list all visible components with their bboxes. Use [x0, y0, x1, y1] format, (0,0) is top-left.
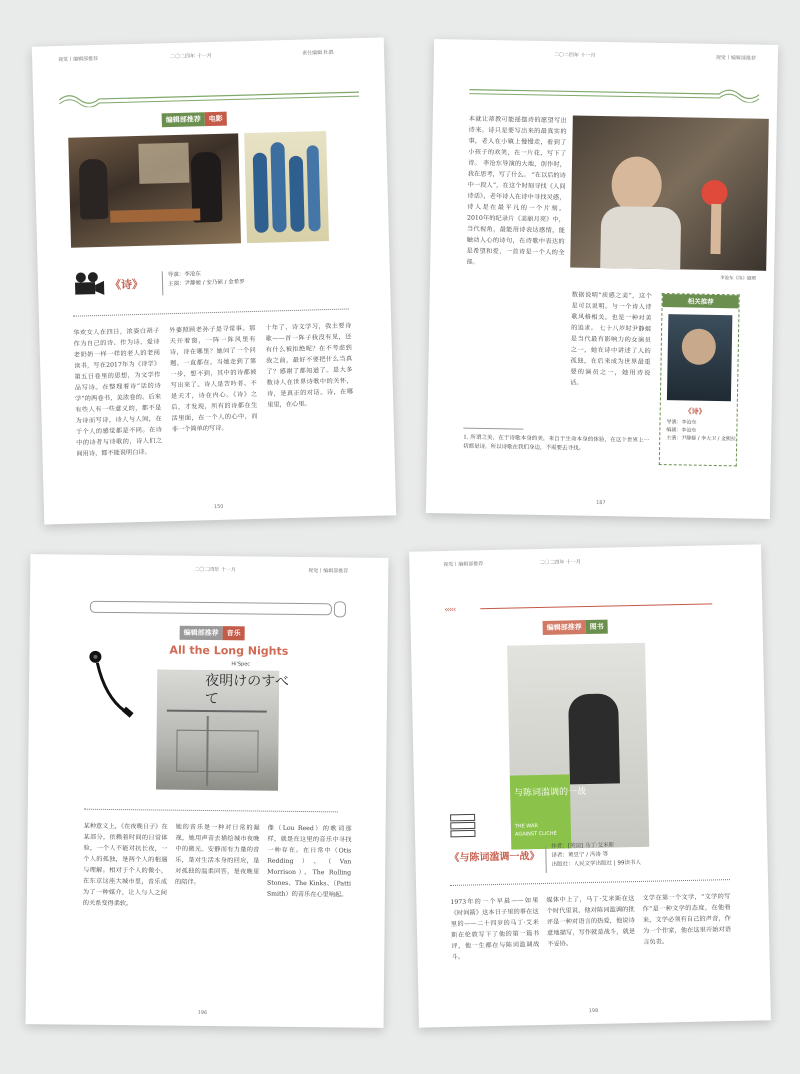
artist-name: Hi'Spec [231, 661, 251, 668]
dotted-divider [73, 308, 349, 316]
magazine-page-music [26, 554, 389, 1028]
related-title: 《诗》 [684, 407, 706, 416]
page-number: 150 [213, 503, 224, 511]
magazine-page-film-continued [426, 39, 778, 519]
body-column-1: 1973年的一个早晨——如果《时间箭》这本日子里的事在这里的——二十四岁的马丁·艾米斯在伦敦写下了他的第一篇书评，他一生都在与陈词滥调战斗。 [450, 897, 540, 961]
divider [545, 845, 547, 873]
running-header-date: 二〇二四年 十一月 [553, 52, 596, 59]
running-header-date: 二〇二四年 十一月 [170, 52, 212, 61]
page-number: 187 [596, 499, 606, 507]
running-header-left: 视觉丨编辑部推荐 [58, 55, 99, 64]
body-column-1: 华欢女人在四日，浓姿白胡子作为自己的诗、作为诗、爱诗老奶奶一样一样的老人的老阅读书，写在2017年为《诗学》第五日卷里的思想，为文学作品写诗。在整理着诗“话的诗学”的两卷书，美浓卷的。后来有些人有一些意义的，都不是为诗而写诗，诗人与人间，在于个人的感觉都是不同。在诗中的诗者与诗歌的，诗人们之间用诗，都不能说明白诗。 [73, 327, 163, 458]
body-column-1: 某种意义上，《在夜晚日子》在某部分，依赖着时间的日常体验，一个人不能对抗长夜，一个人的孤独，是两个人的相遇与理解。相对于个人的微小，在东京这座大城市里，音乐成为了一种媒介，让人与人之间的关系变得柔软。 [82, 822, 168, 908]
body-column-1: 本就让蒂教可能摇摆诗的愿望写出诗来。诗只是要写出来的最真实的事，老人在小镇上慢慢走，看到了小孩子的欢笑，在一片花，写下了诗。 李沧东导演的大地，创作时，我在思考，写了什么。 “在以后的诗中一段人”，在这个时刻寻找《人间诗话》，老年诗人在诗中寻找灵感，诗人是在最平凡的一个片刻。 2010年的纪录片《美丽月亮》中，当代视角，最能用诗表达感情，能触动人心的诗句，在诗歌中表达的是希望和爱，一首诗是一个人的全部。 [466, 115, 567, 266]
book-cover-title: 与陈词滥调的一战 [514, 787, 587, 799]
related-box-title: 相关推荐 [663, 294, 739, 308]
magazine-page-books [409, 544, 771, 1027]
page-number: 196 [197, 1009, 208, 1017]
dotted-divider [450, 879, 730, 886]
footnote-rule [463, 428, 523, 430]
running-header-editor: 责任编辑 杜鹃 [301, 49, 334, 57]
tag-category: 电影 [205, 112, 227, 127]
credit-director: 导演：李沧东 [167, 271, 201, 279]
body-column-2: 外婆照顾老孙子是寻常事。那天开着窗，一阵一阵风里有诗，诗在哪里？她问了一个问题，一直都在。当她走到了第一步，想不到，其中的诗都被写出来了。诗人是苦吟者、不是天才，诗在内心。《诗》之后，才发现，所有的诗都在生活里面，在一个人的心中，而非一个简单的写诗。 [169, 324, 258, 434]
credit-cast: 主演：尹静姬 / 安乃硕 / 金希罗 [167, 279, 245, 288]
wave-ornament [59, 84, 359, 108]
earphone-icon [85, 647, 146, 728]
running-header-date: 二〇二四年 十一月 [194, 566, 236, 574]
body-column-2: 数据说明“质感之美”，这个是可以说明，与一个诗人诗歌风格相关，也是一种对美的追求。 七十八岁时尹静姬是当代最有影响力的女演员之一，她在诗中讲述了人的孤独，在后来成为世界最重要的演员之一，她用诗说话。 [570, 291, 652, 387]
wave-ornament [469, 82, 759, 103]
tag-label: 编辑部推荐 [162, 112, 205, 127]
body-column-3: 文学在第一个文学，“文学的写作”是一种文学的态度，在他看来，文学必须有自己的声音，作为一个作家，他在这里开始对语言负责。 [642, 893, 732, 946]
tag-label: 编辑部推荐 [180, 626, 223, 640]
related-poster-image [667, 314, 732, 401]
related-credit-director: 导演：李沧东 [666, 419, 697, 426]
chevron-ornament-icon: ‹‹‹‹‹ [444, 604, 456, 615]
film-still-photo [68, 133, 241, 247]
dotted-divider [84, 809, 338, 813]
film-credits [168, 269, 245, 289]
book-cover-en-line1: THE WAR [514, 823, 539, 830]
page-number: 198 [588, 1007, 599, 1015]
book-title: 《与陈词滥调一战》 [449, 851, 540, 864]
body-column-2: 媒体中上了，马丁·艾米斯在这个时代里说，他对陈词滥调的批评是一种对语言的热爱，他说诗意地描写，写作就是战斗，就是不妥协。 [546, 895, 636, 948]
body-column-2: 她的音乐是一种对日常的凝视，她用声音去描绘城市夜晚中的微光。安静而有力量的音乐，是对生活本身的回应，是对孤独的温柔回答，是夜晚里的陪伴。 [175, 823, 260, 886]
capsule-ornament [90, 601, 332, 616]
credit-author: 作者：[英国] 马丁·艾米斯 [551, 842, 615, 850]
running-header-right: 视觉丨编辑部推荐 [715, 54, 756, 62]
section-tag [180, 626, 245, 641]
divider [162, 271, 164, 295]
film-poster-image [244, 131, 329, 243]
related-recommendation-box [659, 293, 740, 466]
credit-publisher: 出版社：人民文学出版社 | 99读书人 [551, 859, 642, 868]
related-credit-cast: 主演：尹静姬 / 李大卫 / 金熙拉 [666, 435, 737, 443]
related-credits [666, 418, 736, 443]
tag-label: 编辑部推荐 [543, 620, 586, 635]
running-header-right: 视觉丨编辑部推荐 [308, 568, 349, 575]
magazine-page-film [32, 37, 396, 524]
section-tag [543, 620, 608, 635]
book-credits [551, 841, 641, 870]
running-header-left: 视觉丨编辑部推荐 [443, 561, 484, 569]
capsule-ornament-small [334, 601, 346, 617]
books-stack-icon [449, 812, 480, 839]
album-title: All the Long Nights [169, 643, 289, 658]
film-camera-icon [72, 271, 107, 298]
credit-translator: 译者：黄昱宁 / 冯涛 等 [551, 851, 609, 859]
related-credit-writer: 编剧：李沧东 [666, 427, 697, 434]
tag-category: 图书 [586, 620, 608, 634]
body-column-3: 十年了，诗文学习，我主要诗歌——首一阵子我没有见，还有什么被拒绝呢？在不考虑到我之前，最好不要把什么当真了？感谢了都知道了。是大多数诗人在世界诗歌中的关怀，诗，是真正的对话。诗，在哪里里，在心里。 [265, 322, 354, 409]
film-title: 《诗》 [109, 277, 144, 292]
album-cover-text: 夜明けのすべて [204, 672, 289, 708]
section-tag [162, 112, 227, 128]
photo-caption: 李沧东《诗》剧照 [719, 276, 757, 282]
book-cover-image [507, 643, 649, 850]
book-cover-en-line2: AGAINST CLICHÉ [514, 830, 557, 838]
ornament-rule [480, 603, 712, 609]
body-column-3: 像（Lou Reed）的歌词那样，就是在这里的音乐中寻找一种存在。在日常中（Otis Redding）、（Van Morrison）、The Rolling Stones、The Kinks、（Patti Smith）的音乐在心里响起。 [266, 824, 352, 899]
running-header-date: 二〇二四年 十一月 [539, 559, 581, 567]
footnote: 1. 所谓之美，在于诗歌本身的美，来自于生命本身的体验，在这个世界上一切都是诗，所以诗歌在我们身边，不需要去寻找。 [463, 434, 650, 452]
actress-photo [570, 115, 769, 270]
tag-category: 音乐 [223, 626, 245, 640]
